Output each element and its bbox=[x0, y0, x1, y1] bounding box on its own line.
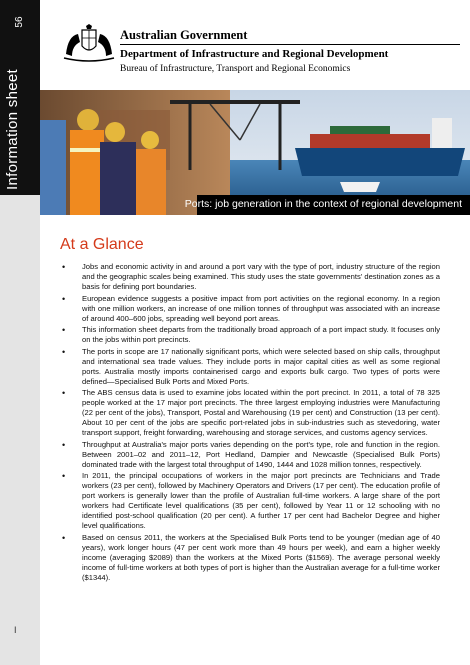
document-header bbox=[60, 24, 460, 84]
list-item: • Based on census 2011, the workers at the Specialised Bulk Ports tend to be younger (median age of 40 years), work longer hours (47 per cent work more than 49 hours per week), and earn a higher weekly income (averaging $2089) than the workers at the Mixed Ports ($1569). The average personal weekly income of full-time workers at both types of port is higher than the Australian average for a full-time worker ($1344). bbox=[60, 533, 440, 583]
banner-caption-bar bbox=[184, 195, 470, 215]
sidebar bbox=[0, 0, 40, 665]
list-item: • This information sheet departs from the traditionally broad approach of a port impact study. It focuses only on the jobs within port precincts. bbox=[60, 325, 440, 345]
header-divider bbox=[120, 44, 460, 45]
list-item: • European evidence suggests a positive impact from port activities on the regional economy. In a region with one million workers, an increase of one million tonnes of throughput was associated with an increase of around 400–600 jobs, spreading well beyond port areas. bbox=[60, 294, 440, 324]
department-name: Department of Infrastructure and Regional Development bbox=[120, 48, 389, 60]
footer-mark: I bbox=[14, 625, 17, 635]
list-item: • In 2011, the principal occupations of workers in the major port precincts are Technicians and Trade workers (23 per cent), followed by Machinery Operators and Drivers (17 per cent). The education profile of port workers is generally lower than the profile of Australian full-time workers. A large share of the port workers had Certificate level qualifications (35 per cent), followed by Year 11 or 12 schooling with no identified post-school qualification (20 per cent). A further 17 per cent had Bachelor Degree and higher level qualifications. bbox=[60, 471, 440, 531]
information-sheet-label: Information sheet bbox=[4, 69, 21, 190]
document-title: Ports: job generation in the context of regional development bbox=[184, 198, 462, 210]
coat-of-arms-icon bbox=[60, 24, 118, 64]
page-number: 56 bbox=[14, 16, 25, 28]
government-title: Australian Government bbox=[120, 28, 248, 42]
list-item: • The ports in scope are 17 nationally significant ports, which were selected based on ship calls, throughput and international sea trade values. They include ports in major capital cities as well as some regional ports. Australia mostly imports containerised cargo and exports bulk cargo. Two types of ports were defined—Specialised Bulk Ports and Mixed Ports. bbox=[60, 347, 440, 387]
section-heading: At a Glance bbox=[60, 236, 144, 253]
list-item: • Jobs and economic activity in and around a port vary with the type of port, industry structure of the region and the geographic scales being examined. This study uses the state governments' destination zones as a basis for defining port boundaries. bbox=[60, 262, 440, 292]
bureau-name: Bureau of Infrastructure, Transport and Regional Economics bbox=[120, 64, 351, 74]
key-points-list bbox=[60, 262, 440, 584]
list-item: • Throughput at Australia's major ports varies depending on the port's type, role and function in the region. Between 2001–02 and 2011–12, Port Hedland, Dampier and Newcastle (Specialised Bulk Ports) dominated trade with the largest total throughput of 1490, 1444 and 1028 million tonnes, respectively. bbox=[60, 440, 440, 470]
list-item: • The ABS census data is used to examine jobs located within the port precinct. In 2011, a total of 78 325 people worked at the 17 major port precincts. The three largest employing industries were Manufacturing (22 per cent of the jobs), Transport, Postal and Warehousing (19 per cent) and Construction (13 per cent). About 10 per cent of the jobs are specific port-related jobs in sub-industries such as stevedoring, water transport support, freight forwarding, warehousing and storage services, and customs agency services. bbox=[60, 388, 440, 438]
